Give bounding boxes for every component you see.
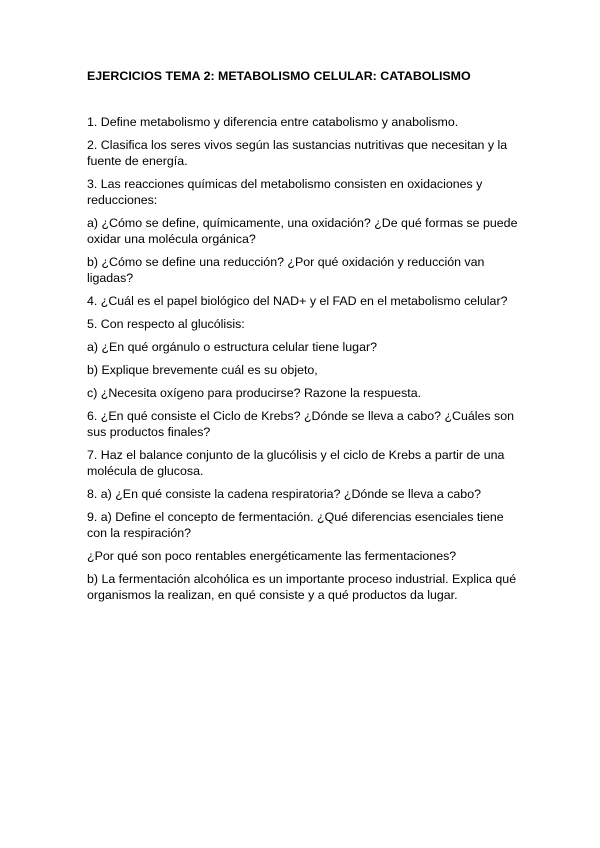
exercise-8a: 8. a) ¿En qué consiste la cadena respiratoria? ¿Dónde se lleva a cabo? [87,487,481,501]
exercise-3a: a) ¿Cómo se define, químicamente, una oxidación? ¿De qué formas se puede oxidar una molécula orgánica? [87,216,518,246]
exercise-7: 7. Haz el balance conjunto de la glucólisis y el ciclo de Krebs a partir de una molécula de glucosa. [87,448,505,478]
exercise-3b: b) ¿Cómo se define una reducción? ¿Por qué oxidación y reducción van ligadas? [87,255,485,285]
exercise-1: 1. Define metabolismo y diferencia entre catabolismo y anabolismo. [87,115,459,129]
exercise-6: 6. ¿En qué consiste el Ciclo de Krebs? ¿Dónde se lleva a cabo? ¿Cuáles son sus productos finales? [87,409,515,439]
exercise-5a: a) ¿En qué orgánulo o estructura celular tiene lugar? [87,340,377,354]
exercise-4: 4. ¿Cuál es el papel biológico del NAD+ y el FAD en el metabolismo celular? [87,294,508,308]
exercise-9b: b) La fermentación alcohólica es un importante proceso industrial. Explica qué organismos la realizan, en qué consiste y a qué productos da lugar. [87,572,517,602]
exercise-9-question: ¿Por qué son poco rentables energéticamente las fermentaciones? [87,549,457,563]
exercise-5: 5. Con respecto al glucólisis: [87,317,245,331]
exercise-2: 2. Clasifica los seres vivos según las sustancias nutritivas que necesitan y la fuente de energía. [87,138,508,168]
exercise-5c: c) ¿Necesita oxígeno para producirse? Razone la respuesta. [87,386,422,400]
exercise-5b: b) Explique brevemente cuál es su objeto, [87,363,318,377]
document-body [87,68,527,610]
exercise-9a: 9. a) Define el concepto de fermentación. ¿Qué diferencias esenciales tiene con la respiración? [87,510,504,540]
exercise-3: 3. Las reacciones químicas del metabolismo consisten en oxidaciones y reducciones: [87,177,483,207]
document-title: EJERCICIOS TEMA 2: METABOLISMO CELULAR: CATABOLISMO [87,69,471,83]
